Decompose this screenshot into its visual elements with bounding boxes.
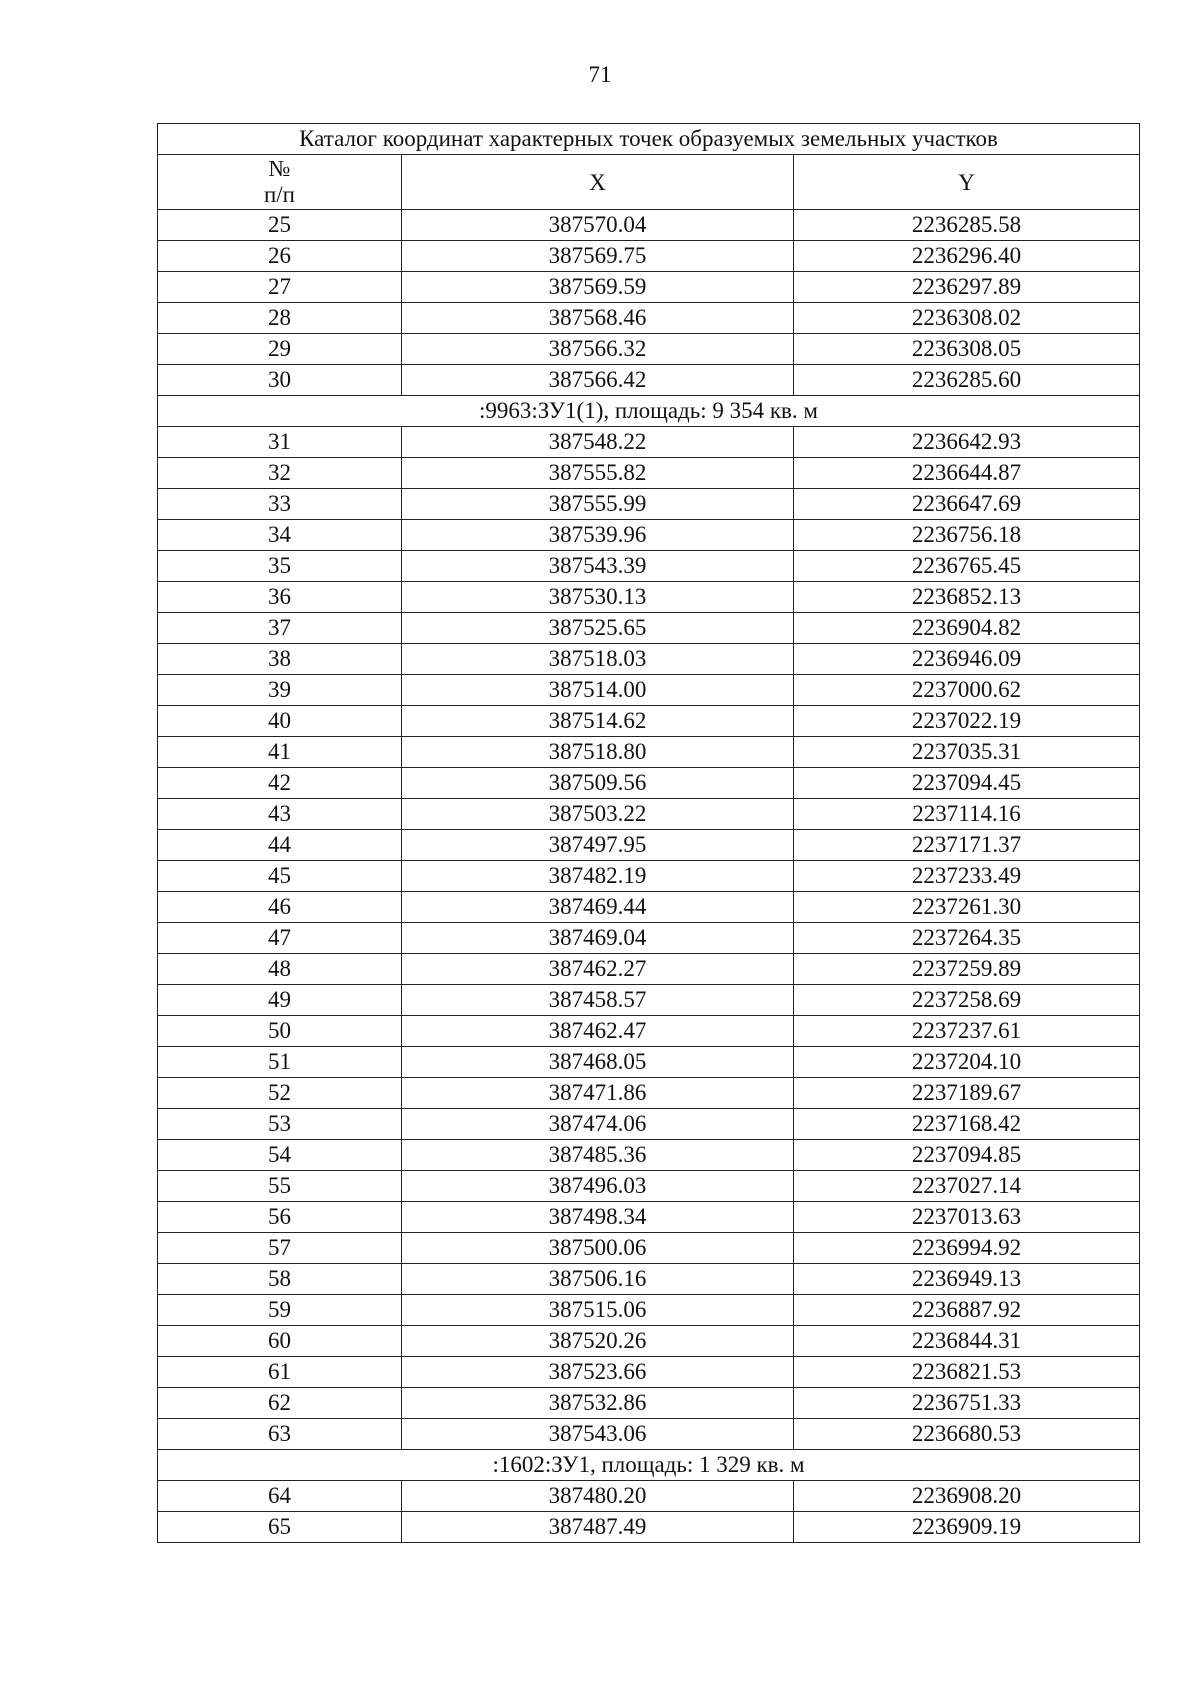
- table-row: [158, 1481, 1140, 1512]
- point-number-cell: 58: [158, 1264, 402, 1295]
- x-coordinate-cell: 387498.34: [402, 1202, 794, 1233]
- section-label: :1602:ЗУ1, площадь: 1 329 кв. м: [158, 1450, 1140, 1481]
- table-row: [158, 489, 1140, 520]
- point-number-cell: 36: [158, 582, 402, 613]
- y-coordinate-cell: 2237022.19: [794, 706, 1140, 737]
- table-row: [158, 737, 1140, 768]
- table-row: [158, 613, 1140, 644]
- table-row: [158, 1140, 1140, 1171]
- y-coordinate-cell: 2237259.89: [794, 954, 1140, 985]
- table-row: [158, 1264, 1140, 1295]
- table-row: [158, 861, 1140, 892]
- point-number-cell: 44: [158, 830, 402, 861]
- table-row: [158, 551, 1140, 582]
- x-coordinate-cell: 387539.96: [402, 520, 794, 551]
- table-row: [158, 1512, 1140, 1543]
- table-row: [158, 1419, 1140, 1450]
- point-number-cell: 65: [158, 1512, 402, 1543]
- table-row: [158, 1016, 1140, 1047]
- y-coordinate-cell: 2236909.19: [794, 1512, 1140, 1543]
- y-coordinate-cell: 2236756.18: [794, 520, 1140, 551]
- table-row: [158, 1388, 1140, 1419]
- point-number-cell: 41: [158, 737, 402, 768]
- point-number-cell: 62: [158, 1388, 402, 1419]
- y-coordinate-cell: 2236647.69: [794, 489, 1140, 520]
- y-coordinate-cell: 2236887.92: [794, 1295, 1140, 1326]
- table-row: [158, 644, 1140, 675]
- table-row: [158, 303, 1140, 334]
- table-row: [158, 1233, 1140, 1264]
- y-coordinate-cell: 2236297.89: [794, 272, 1140, 303]
- y-coordinate-cell: 2237094.85: [794, 1140, 1140, 1171]
- table-row: [158, 706, 1140, 737]
- point-number-cell: 55: [158, 1171, 402, 1202]
- table-row: [158, 427, 1140, 458]
- point-number-cell: 54: [158, 1140, 402, 1171]
- point-number-cell: 63: [158, 1419, 402, 1450]
- y-coordinate-cell: 2236904.82: [794, 613, 1140, 644]
- table-row: [158, 892, 1140, 923]
- x-coordinate-cell: 387520.26: [402, 1326, 794, 1357]
- table-row: [158, 768, 1140, 799]
- y-coordinate-cell: 2237233.49: [794, 861, 1140, 892]
- table-row: [158, 985, 1140, 1016]
- y-coordinate-cell: 2237189.67: [794, 1078, 1140, 1109]
- table-row: [158, 830, 1140, 861]
- x-coordinate-cell: 387468.05: [402, 1047, 794, 1078]
- section-row: [158, 396, 1140, 427]
- y-coordinate-cell: 2237264.35: [794, 923, 1140, 954]
- table-row: [158, 1078, 1140, 1109]
- x-coordinate-cell: 387496.03: [402, 1171, 794, 1202]
- y-coordinate-cell: 2236308.05: [794, 334, 1140, 365]
- y-coordinate-cell: 2236765.45: [794, 551, 1140, 582]
- x-coordinate-cell: 387458.57: [402, 985, 794, 1016]
- y-coordinate-cell: 2236844.31: [794, 1326, 1140, 1357]
- section-label: :9963:ЗУ1(1), площадь: 9 354 кв. м: [158, 396, 1140, 427]
- table-row: [158, 520, 1140, 551]
- y-coordinate-cell: 2237035.31: [794, 737, 1140, 768]
- point-number-cell: 42: [158, 768, 402, 799]
- point-number-cell: 49: [158, 985, 402, 1016]
- table-row: [158, 582, 1140, 613]
- x-coordinate-cell: 387514.00: [402, 675, 794, 706]
- y-coordinate-cell: 2236821.53: [794, 1357, 1140, 1388]
- x-coordinate-cell: 387570.04: [402, 210, 794, 241]
- point-number-cell: 26: [158, 241, 402, 272]
- x-coordinate-cell: 387471.86: [402, 1078, 794, 1109]
- x-coordinate-cell: 387462.47: [402, 1016, 794, 1047]
- x-coordinate-cell: 387514.62: [402, 706, 794, 737]
- point-number-cell: 43: [158, 799, 402, 830]
- x-coordinate-cell: 387482.19: [402, 861, 794, 892]
- section-row: [158, 1450, 1140, 1481]
- x-coordinate-cell: 387518.03: [402, 644, 794, 675]
- y-coordinate-cell: 2237258.69: [794, 985, 1140, 1016]
- point-number-cell: 32: [158, 458, 402, 489]
- header-number-sign: №: [268, 156, 291, 181]
- table-row: [158, 241, 1140, 272]
- y-coordinate-cell: 2236296.40: [794, 241, 1140, 272]
- point-number-cell: 47: [158, 923, 402, 954]
- y-coordinate-cell: 2237094.45: [794, 768, 1140, 799]
- x-coordinate-cell: 387462.27: [402, 954, 794, 985]
- table-row: [158, 1326, 1140, 1357]
- point-number-cell: 48: [158, 954, 402, 985]
- x-coordinate-cell: 387523.66: [402, 1357, 794, 1388]
- table-body: [158, 210, 1140, 1543]
- table-row: [158, 1295, 1140, 1326]
- point-number-cell: 46: [158, 892, 402, 923]
- table-title-row: [158, 124, 1140, 155]
- y-coordinate-cell: 2237171.37: [794, 830, 1140, 861]
- y-coordinate-cell: 2236285.60: [794, 365, 1140, 396]
- point-number-cell: 50: [158, 1016, 402, 1047]
- point-number-cell: 61: [158, 1357, 402, 1388]
- point-number-cell: 31: [158, 427, 402, 458]
- x-coordinate-cell: 387509.56: [402, 768, 794, 799]
- point-number-cell: 53: [158, 1109, 402, 1140]
- point-number-cell: 30: [158, 365, 402, 396]
- x-coordinate-cell: 387485.36: [402, 1140, 794, 1171]
- point-number-cell: 64: [158, 1481, 402, 1512]
- point-number-cell: 40: [158, 706, 402, 737]
- y-coordinate-cell: 2236642.93: [794, 427, 1140, 458]
- table-row: [158, 1047, 1140, 1078]
- x-coordinate-cell: 387487.49: [402, 1512, 794, 1543]
- table-row: [158, 1109, 1140, 1140]
- y-coordinate-cell: 2236949.13: [794, 1264, 1140, 1295]
- table-row: [158, 210, 1140, 241]
- y-coordinate-cell: 2237027.14: [794, 1171, 1140, 1202]
- point-number-cell: 39: [158, 675, 402, 706]
- point-number-cell: 29: [158, 334, 402, 365]
- x-coordinate-cell: 387569.75: [402, 241, 794, 272]
- point-number-cell: 59: [158, 1295, 402, 1326]
- x-coordinate-cell: 387500.06: [402, 1233, 794, 1264]
- table-row: [158, 365, 1140, 396]
- table-row: [158, 1357, 1140, 1388]
- x-coordinate-cell: 387497.95: [402, 830, 794, 861]
- page-number: 71: [588, 62, 612, 87]
- x-coordinate-cell: 387503.22: [402, 799, 794, 830]
- table-title: Каталог координат характерных точек образуемых земельных участков: [158, 124, 1140, 155]
- table-row: [158, 458, 1140, 489]
- y-coordinate-cell: 2237237.61: [794, 1016, 1140, 1047]
- x-coordinate-cell: 387480.20: [402, 1481, 794, 1512]
- y-coordinate-cell: 2237168.42: [794, 1109, 1140, 1140]
- x-coordinate-cell: 387568.46: [402, 303, 794, 334]
- y-coordinate-cell: 2236308.02: [794, 303, 1140, 334]
- header-y: Y: [794, 155, 1140, 210]
- y-coordinate-cell: 2236285.58: [794, 210, 1140, 241]
- point-number-cell: 28: [158, 303, 402, 334]
- y-coordinate-cell: 2237013.63: [794, 1202, 1140, 1233]
- coordinate-catalog-table: [157, 123, 1140, 1543]
- y-coordinate-cell: 2237261.30: [794, 892, 1140, 923]
- x-coordinate-cell: 387532.86: [402, 1388, 794, 1419]
- table-row: [158, 272, 1140, 303]
- point-number-cell: 56: [158, 1202, 402, 1233]
- x-coordinate-cell: 387543.39: [402, 551, 794, 582]
- x-coordinate-cell: 387469.04: [402, 923, 794, 954]
- point-number-cell: 38: [158, 644, 402, 675]
- x-coordinate-cell: 387555.99: [402, 489, 794, 520]
- y-coordinate-cell: 2236994.92: [794, 1233, 1140, 1264]
- x-coordinate-cell: 387566.32: [402, 334, 794, 365]
- y-coordinate-cell: 2237114.16: [794, 799, 1140, 830]
- x-coordinate-cell: 387525.65: [402, 613, 794, 644]
- x-coordinate-cell: 387515.06: [402, 1295, 794, 1326]
- point-number-cell: 45: [158, 861, 402, 892]
- point-number-cell: 25: [158, 210, 402, 241]
- y-coordinate-cell: 2236751.33: [794, 1388, 1140, 1419]
- table-row: [158, 954, 1140, 985]
- y-coordinate-cell: 2237204.10: [794, 1047, 1140, 1078]
- y-coordinate-cell: 2236680.53: [794, 1419, 1140, 1450]
- x-coordinate-cell: 387474.06: [402, 1109, 794, 1140]
- x-coordinate-cell: 387555.82: [402, 458, 794, 489]
- x-coordinate-cell: 387569.59: [402, 272, 794, 303]
- point-number-cell: 51: [158, 1047, 402, 1078]
- point-number-cell: 52: [158, 1078, 402, 1109]
- x-coordinate-cell: 387566.42: [402, 365, 794, 396]
- table-row: [158, 675, 1140, 706]
- y-coordinate-cell: 2236644.87: [794, 458, 1140, 489]
- header-number: [158, 155, 402, 210]
- point-number-cell: 60: [158, 1326, 402, 1357]
- x-coordinate-cell: 387548.22: [402, 427, 794, 458]
- point-number-cell: 37: [158, 613, 402, 644]
- point-number-cell: 34: [158, 520, 402, 551]
- table-row: [158, 923, 1140, 954]
- x-coordinate-cell: 387543.06: [402, 1419, 794, 1450]
- table-header-row: [158, 155, 1140, 210]
- y-coordinate-cell: 2236908.20: [794, 1481, 1140, 1512]
- x-coordinate-cell: 387469.44: [402, 892, 794, 923]
- y-coordinate-cell: 2236946.09: [794, 644, 1140, 675]
- y-coordinate-cell: 2237000.62: [794, 675, 1140, 706]
- point-number-cell: 35: [158, 551, 402, 582]
- x-coordinate-cell: 387530.13: [402, 582, 794, 613]
- table-row: [158, 334, 1140, 365]
- point-number-cell: 33: [158, 489, 402, 520]
- table-row: [158, 1202, 1140, 1233]
- x-coordinate-cell: 387506.16: [402, 1264, 794, 1295]
- x-coordinate-cell: 387518.80: [402, 737, 794, 768]
- header-number-label: п/п: [263, 182, 295, 207]
- point-number-cell: 27: [158, 272, 402, 303]
- header-x: X: [402, 155, 794, 210]
- table-row: [158, 799, 1140, 830]
- table-row: [158, 1171, 1140, 1202]
- point-number-cell: 57: [158, 1233, 402, 1264]
- y-coordinate-cell: 2236852.13: [794, 582, 1140, 613]
